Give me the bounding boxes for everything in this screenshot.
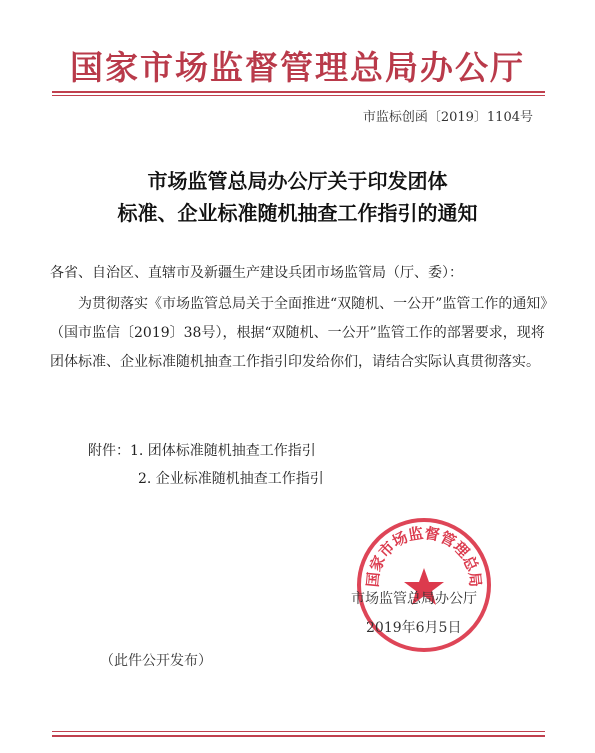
masthead: 国家市场监督管理总局办公厅 bbox=[70, 48, 525, 87]
addressee: 各省、自治区、直辖市及新疆生产建设兵团市场监管局（厅、委）： bbox=[50, 265, 463, 281]
document-number: 市监标创函〔2019〕1104号 bbox=[362, 110, 533, 125]
issue-date: 2019年6月5日 bbox=[366, 620, 462, 636]
seal-text: 国家市场监督管理总局 bbox=[363, 524, 485, 588]
footer-rule bbox=[52, 735, 545, 737]
attachment-item-2: 2. 企业标准随机抽查工作指引 bbox=[138, 471, 324, 487]
title-line-1: 市场监管总局办公厅关于印发团体 bbox=[147, 169, 448, 193]
publication-note: （此件公开发布） bbox=[100, 653, 212, 669]
document-title bbox=[0, 165, 595, 229]
footer-rule-thin bbox=[52, 731, 545, 732]
title-line-2: 标准、企业标准随机抽查工作指引的通知 bbox=[117, 201, 478, 225]
issuer-name: 市场监管总局办公厅 bbox=[351, 591, 477, 607]
attachment-item-1: 附件：1. 团体标准随机抽查工作指引 bbox=[88, 443, 316, 459]
masthead-rule-thin bbox=[52, 95, 545, 96]
masthead-rule bbox=[52, 91, 545, 93]
body-paragraph: 为贯彻落实《市场监管总局关于全面推进“双随机、一公开”监管工作的通知》（国市监信〔2019〕38号），根据“双随机、一公开”监管工作的部署要求，现将团体标准、企业标准随机抽查工作指引印发给你们，请结合实际认真贯彻落实。 bbox=[50, 296, 548, 370]
